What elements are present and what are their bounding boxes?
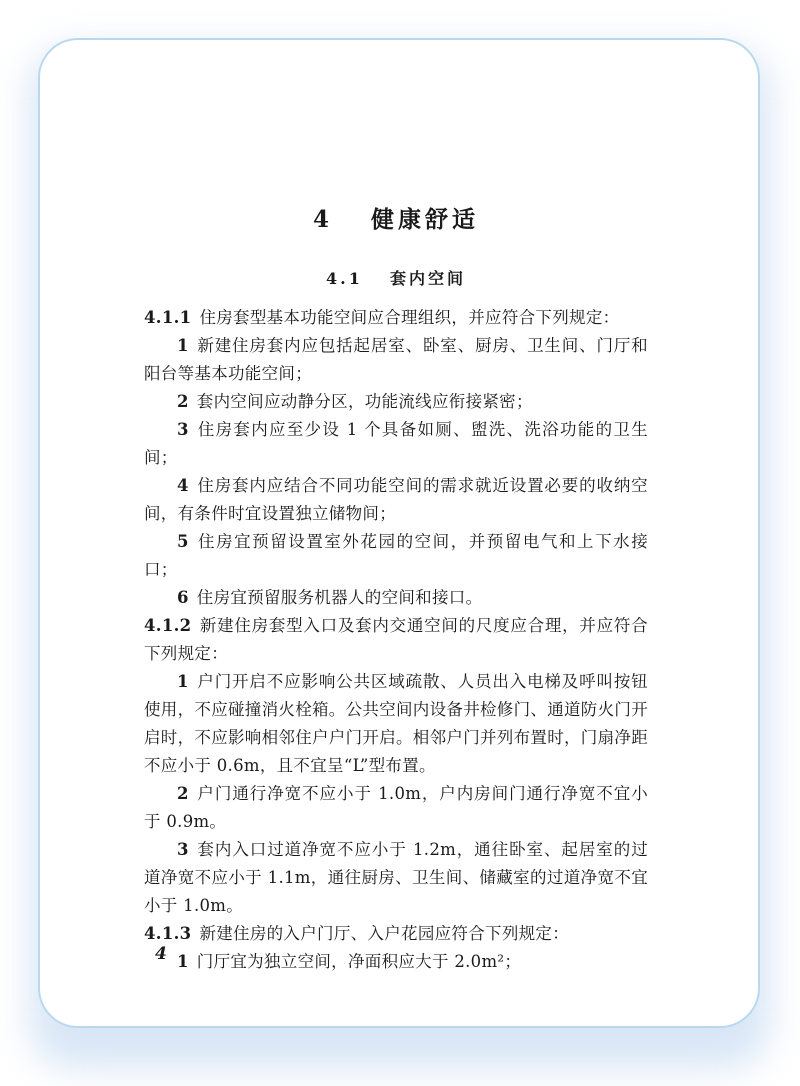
item-number: 1 (177, 952, 189, 971)
list-item (144, 948, 648, 976)
item-number: 1 (177, 672, 189, 691)
list-item (144, 416, 648, 472)
item-number: 3 (177, 840, 189, 859)
item-number: 2 (177, 784, 189, 803)
page-number: 4 (155, 944, 167, 964)
list-item (144, 668, 648, 780)
clause-number: 4.1.1 (144, 308, 192, 327)
section-title: 套内空间 (389, 269, 466, 288)
clause-text: 新建住房的入户门厅、入户花园应符合下列规定： (199, 924, 570, 943)
item-number: 2 (177, 392, 189, 411)
list-item (144, 388, 648, 416)
document-page (144, 200, 648, 976)
clause-text: 新建住房套型入口及套内交通空间的尺度应合理，并应符合下列规定： (144, 616, 648, 663)
item-number: 5 (177, 532, 189, 551)
item-number: 1 (177, 336, 189, 355)
list-item (144, 836, 648, 920)
list-item (144, 528, 648, 584)
section-heading (144, 264, 648, 294)
chapter-number: 4 (312, 206, 333, 233)
clause (144, 612, 648, 668)
item-number: 6 (177, 588, 189, 607)
list-item (144, 332, 648, 388)
clause-text: 住房套型基本功能空间应合理组织，并应符合下列规定： (199, 308, 620, 327)
clause (144, 304, 648, 332)
item-text: 户门开启不应影响公共区域疏散、人员出入电梯及呼叫按钮使用，不应碰撞消火栓箱。公共空间内设备井检修门、通道防火门开启时，不应影响相邻住户户门开启。相邻户门并列布置时，门扇净距不应小于 0.6m，且不宜呈“L”型布置。 (144, 672, 648, 775)
item-number: 4 (177, 476, 189, 495)
item-text: 住房套内应结合不同功能空间的需求就近设置必要的收纳空间，有条件时宜设置独立储物间； (144, 476, 648, 523)
item-text: 门厅宜为独立空间，净面积应大于 2.0m²； (196, 952, 522, 971)
item-text: 户门通行净宽不应小于 1.0m，户内房间门通行净宽不宜小于 0.9m。 (144, 784, 648, 831)
item-text: 新建住房套内应包括起居室、卧室、厨房、卫生间、门厅和阳台等基本功能空间； (144, 336, 648, 383)
clause-number: 4.1.3 (144, 924, 192, 943)
clause-number: 4.1.2 (144, 616, 192, 635)
item-text: 套内空间应动静分区，功能流线应衔接紧密； (196, 392, 533, 411)
list-item (144, 472, 648, 528)
item-text: 套内入口过道净宽不应小于 1.2m，通往卧室、起居室的过道净宽不应小于 1.1m，通往厨房、卫生间、储藏室的过道净宽不宜小于 1.0m。 (144, 840, 648, 915)
chapter-title: 健康舒适 (371, 206, 480, 233)
list-item (144, 584, 648, 612)
chapter-heading (144, 200, 648, 240)
item-number: 3 (177, 420, 189, 439)
section-number: 4.1 (325, 269, 363, 288)
item-text: 住房宜预留设置室外花园的空间，并预留电气和上下水接口； (144, 532, 648, 579)
list-item (144, 780, 648, 836)
item-text: 住房宜预留服务机器人的空间和接口。 (196, 588, 483, 607)
clause (144, 920, 648, 948)
item-text: 住房套内应至少设 1 个具备如厕、盥洗、洗浴功能的卫生间； (144, 420, 648, 467)
